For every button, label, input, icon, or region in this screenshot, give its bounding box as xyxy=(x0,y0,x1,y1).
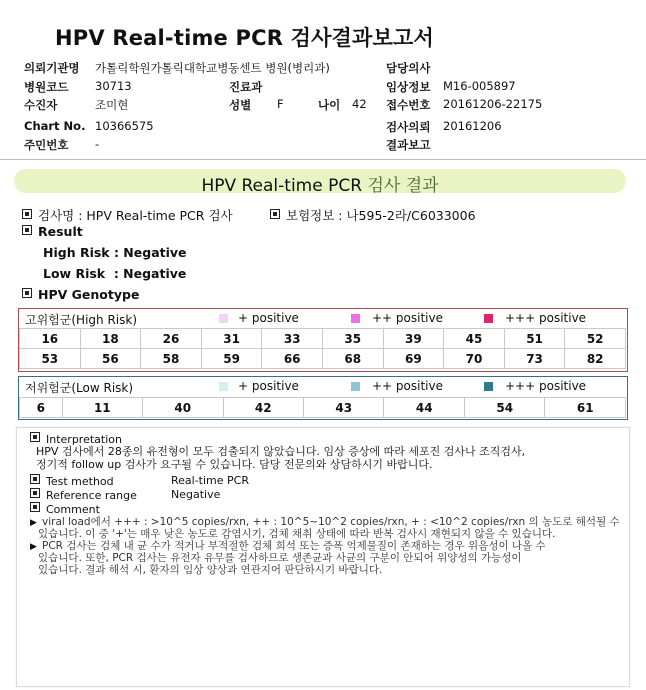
test-method-label: Test method xyxy=(30,474,114,488)
reference-range-value: Negative xyxy=(171,488,221,501)
genotype-heading: HPV Genotype xyxy=(22,287,139,302)
report-title: HPV Real-time PCR 검사결과보고서 xyxy=(55,26,434,50)
comment-1-line-1: viral load에서 +++ : >10^5 copies/rxn, ++ : 10^5~10^2 copies/rxn, + : <10^2 copies/rxn 의 농도로 해석될 수 xyxy=(42,516,620,528)
genotype-cell: 51 xyxy=(504,329,565,349)
table-row xyxy=(20,349,626,369)
square-bullet-icon xyxy=(30,432,40,442)
receipt-no-value: 20161206-22175 xyxy=(443,97,543,111)
institution-value: 가톨릭학원가톨릭대학교병동센트 병원(병리과) xyxy=(95,61,330,75)
banner-title xyxy=(14,171,626,196)
genotype-cell: 18 xyxy=(80,329,141,349)
sex-label: 성별 xyxy=(229,98,252,112)
high-risk-label: 고위험군(High Risk) xyxy=(25,313,137,327)
age-label: 나이 xyxy=(318,98,341,112)
test-request-value: 20161206 xyxy=(443,119,502,133)
banner-title-kr: 검사 결과 xyxy=(367,176,439,196)
genotype-cell: 82 xyxy=(565,349,626,369)
department-label: 진료과 xyxy=(229,80,263,94)
genotype-cell: 33 xyxy=(262,329,323,349)
table-row xyxy=(20,398,626,418)
plus-plus-swatch xyxy=(351,382,360,391)
comment-2-line-3: 있습니다. 결과 해석 시, 환자의 임상 양상과 연관지어 판단하시기 바랍니다. xyxy=(38,564,383,576)
triangle-bullet-icon: ▶ xyxy=(30,518,37,528)
hospital-code-label: 병원코드 xyxy=(24,80,69,94)
square-bullet-icon xyxy=(22,225,32,235)
genotype-cell: 45 xyxy=(444,329,505,349)
interpretation-heading: Interpretation xyxy=(30,432,122,446)
chart-no-label: Chart No. xyxy=(24,119,86,133)
recipient-label: 수진자 xyxy=(24,98,58,112)
legend-plus-plus-plus: +++ positive xyxy=(505,379,587,393)
genotype-cell: 69 xyxy=(383,349,444,369)
plus-plus-plus-swatch xyxy=(484,314,493,323)
legend-plus: + positive xyxy=(238,311,299,325)
plus-swatch xyxy=(219,382,228,391)
low-risk-label: 저위험군(Low Risk) xyxy=(25,381,134,395)
comment-label: Comment xyxy=(30,502,100,516)
genotype-cell: 26 xyxy=(141,329,202,349)
clinical-info-label: 임상정보 xyxy=(386,80,431,94)
genotype-cell: 52 xyxy=(565,329,626,349)
reference-range-label: Reference range xyxy=(30,488,137,502)
low-risk-genotype-table xyxy=(19,397,626,418)
comment-2-line-1: PCR 검사는 검체 내 균 수가 적거나 부적절한 검체 희석 또는 증폭 억제물질이 존재하는 경우 위음성이 나올 수 xyxy=(42,540,546,552)
genotype-cell: 53 xyxy=(20,349,81,369)
clinical-info-value: M16-005897 xyxy=(443,79,516,93)
genotype-cell: 16 xyxy=(20,329,81,349)
receipt-no-label: 접수번호 xyxy=(386,98,431,112)
result-report-label: 결과보고 xyxy=(386,138,431,152)
genotype-cell: 43 xyxy=(304,398,384,418)
genotype-cell: 56 xyxy=(80,349,141,369)
plus-plus-plus-swatch xyxy=(484,382,493,391)
genotype-cell: 11 xyxy=(62,398,142,418)
hospital-code-value: 30713 xyxy=(95,79,132,93)
genotype-cell: 54 xyxy=(464,398,544,418)
sex-value: F xyxy=(277,97,284,111)
recipient-value: 조미현 xyxy=(95,98,129,112)
plus-swatch xyxy=(219,314,228,323)
square-bullet-icon xyxy=(22,209,32,219)
resident-no-label: 주민번호 xyxy=(24,138,69,152)
low-risk-result: Low Risk : Negative xyxy=(43,266,187,281)
test-request-label: 검사의뢰 xyxy=(386,120,431,134)
insurance-info: 보험정보 : 나595-2라/C6033006 xyxy=(270,206,476,224)
chart-no-value: 10366575 xyxy=(95,119,154,133)
physician-label: 담당의사 xyxy=(386,61,431,75)
age-value: 42 xyxy=(352,97,367,111)
plus-plus-swatch xyxy=(351,314,360,323)
genotype-cell: 59 xyxy=(201,349,262,369)
banner-title-en: HPV Real-time PCR xyxy=(201,176,363,196)
result-heading: Result xyxy=(22,224,83,239)
genotype-cell: 35 xyxy=(322,329,383,349)
genotype-cell: 68 xyxy=(322,349,383,369)
institution-label: 의뢰기관명 xyxy=(24,61,80,75)
square-bullet-icon xyxy=(30,488,40,498)
legend-plus: + positive xyxy=(238,379,299,393)
legend-plus-plus: ++ positive xyxy=(372,379,443,393)
genotype-cell: 61 xyxy=(545,398,626,418)
table-row xyxy=(20,329,626,349)
genotype-cell: 70 xyxy=(444,349,505,369)
square-bullet-icon xyxy=(30,502,40,512)
genotype-cell: 66 xyxy=(262,349,323,369)
test-name: 검사명 : HPV Real-time PCR 검사 xyxy=(22,206,233,224)
genotype-cell: 39 xyxy=(383,329,444,349)
genotype-cell: 6 xyxy=(20,398,63,418)
high-risk-genotype-table xyxy=(19,328,626,369)
test-method-value: Real-time PCR xyxy=(171,474,249,487)
square-bullet-icon xyxy=(22,288,32,298)
square-bullet-icon xyxy=(30,474,40,484)
resident-no-value: - xyxy=(95,137,100,151)
genotype-cell: 58 xyxy=(141,349,202,369)
square-bullet-icon xyxy=(270,209,280,219)
header-divider xyxy=(0,159,646,160)
genotype-cell: 44 xyxy=(384,398,464,418)
legend-plus-plus: ++ positive xyxy=(372,311,443,325)
genotype-cell: 42 xyxy=(223,398,303,418)
high-risk-result: High Risk : Negative xyxy=(43,245,187,260)
triangle-bullet-icon: ▶ xyxy=(30,542,37,552)
interpretation-line-2: 정기적 follow up 검사가 요구될 수 있습니다. 담당 전문의와 상담하시기 바랍니다. xyxy=(36,458,433,471)
interpretation-line-1: HPV 검사에서 28종의 유전형이 모두 검출되지 않았습니다. 임상 증상에 따라 세포진 검사나 조직검사, xyxy=(36,445,526,458)
legend-plus-plus-plus: +++ positive xyxy=(505,311,587,325)
comment-1-line-2: 있습니다. 이 중 '+'는 매우 낮은 농도로 감염시기, 검체 채취 상태에 따라 반복 검사시 재현되지 않을 수 있습니다. xyxy=(38,528,556,540)
genotype-cell: 31 xyxy=(201,329,262,349)
genotype-cell: 73 xyxy=(504,349,565,369)
comment-2-line-2: 있습니다. 또한, PCR 검사는 유전자 유무를 검사하므로 생존균과 사균의 구분이 안되어 위양성의 가능성이 xyxy=(38,552,522,564)
genotype-cell: 40 xyxy=(143,398,223,418)
